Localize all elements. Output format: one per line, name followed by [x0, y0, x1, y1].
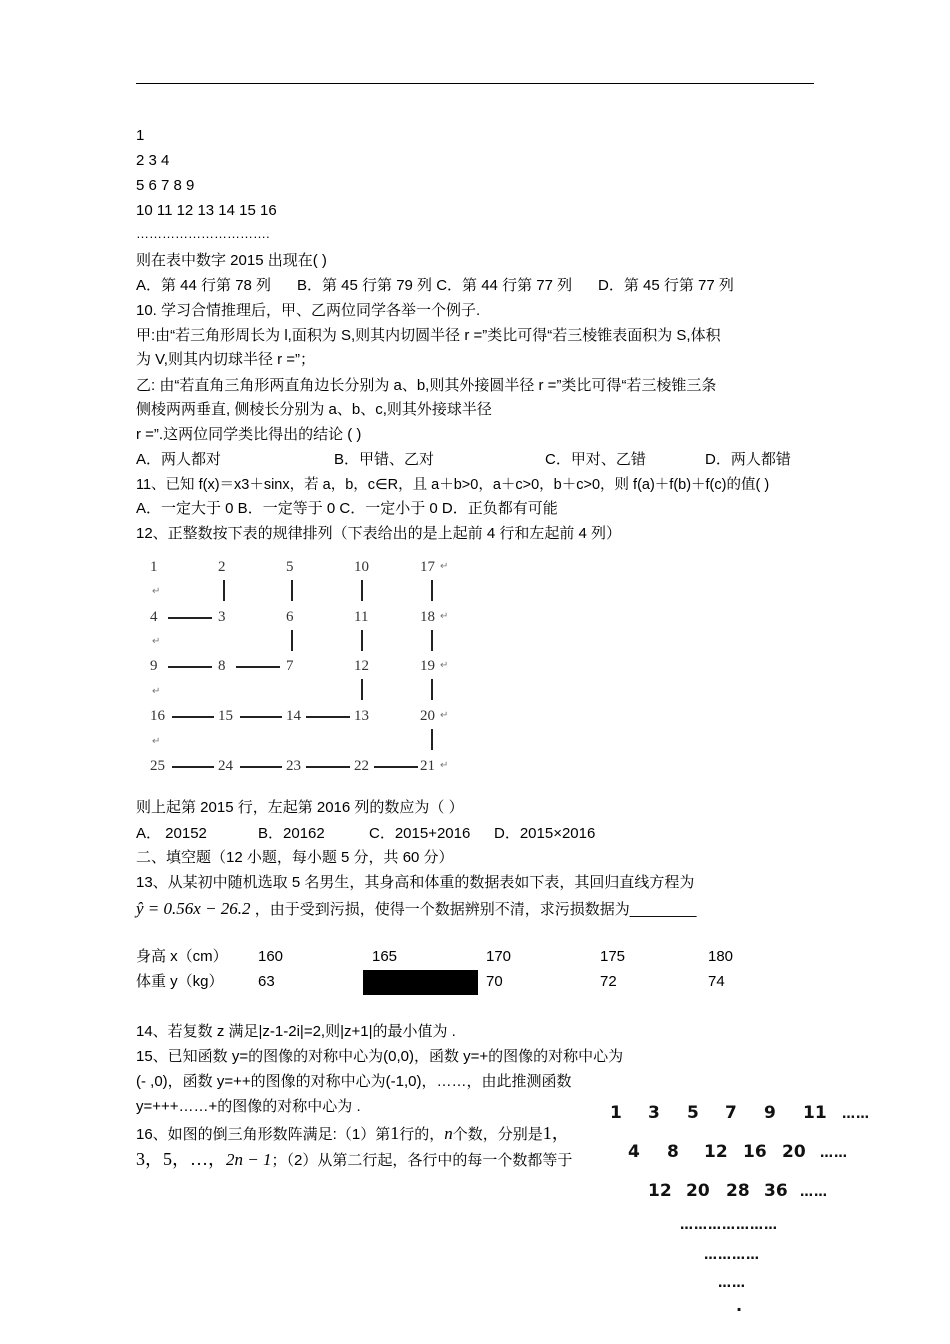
grid-cell: 1: [150, 559, 158, 575]
q16-math: 1，: [542, 1123, 570, 1143]
triangle-number: 8: [667, 1142, 679, 1162]
table-cell: 165: [372, 948, 398, 965]
q16-line-1: [136, 1122, 570, 1146]
q15-line-2: (- ,0)，函数 y=++的图像的对称中心为(-1,0)，……，由此推测函数: [136, 1073, 572, 1090]
return-mark-icon: ↵: [152, 586, 161, 597]
triangle-row-3: 5 6 7 8 9: [136, 177, 195, 194]
q12-stem: 12、正整数按下表的规律排列（下表给出的是上起前 4 行和左起前 4 列）: [136, 525, 622, 542]
table-cell: 175: [600, 948, 626, 965]
triangle-number: 9: [764, 1103, 776, 1123]
triangle-number: 12: [704, 1142, 728, 1162]
table-cell: 160: [258, 948, 284, 965]
triangle-ellipsis: ……: [718, 1276, 746, 1291]
triangle-ellipsis: ……: [842, 1107, 870, 1122]
smudged-cell: [363, 970, 478, 995]
grid-cell: 23: [286, 758, 301, 774]
triangle-number: 3: [648, 1103, 660, 1123]
connector-line: [291, 630, 293, 651]
triangle-row-4: 10 11 12 13 14 15 16: [136, 202, 277, 219]
return-mark-icon: ↵: [440, 710, 449, 721]
grid-cell: 19: [420, 658, 435, 674]
q13-stem: 13、从某初中随机选取 5 名男生，其身高和体重的数据表如下表，其回归直线方程为: [136, 874, 695, 891]
connector-line: [374, 766, 418, 768]
table-cell: 180: [708, 948, 734, 965]
triangle-number: 11: [803, 1103, 827, 1123]
grid-cell: 22: [354, 758, 369, 774]
triangle-number: 5: [687, 1103, 699, 1123]
triangle-ellipsis: ……: [820, 1146, 848, 1161]
q15-line-1: 15、已知函数 y=的图像的对称中心为(0,0)，函数 y=+的图像的对称中心为: [136, 1048, 624, 1065]
q10-yi-line-2: 侧棱两两垂直, 侧棱长分别为 a、b、c,则其外接球半径: [136, 401, 492, 418]
triangle-number: 4: [628, 1142, 640, 1162]
q10-option-a: A．两人都对: [136, 451, 222, 468]
grid-cell: 6: [286, 609, 294, 625]
connector-line: [172, 716, 214, 718]
header-rule: [136, 83, 814, 84]
grid-cell: 13: [354, 708, 369, 724]
triangle-number: 16: [743, 1142, 767, 1162]
return-mark-icon: ↵: [440, 760, 449, 771]
grid-cell: 4: [150, 609, 158, 625]
q16-text: 16、如图的倒三角形数阵满足:（1）第: [136, 1126, 391, 1143]
q10-option-d: D．两人都错: [705, 451, 791, 468]
connector-line: [431, 679, 433, 700]
grid-cell: 12: [354, 658, 369, 674]
table-cell: 74: [708, 973, 725, 990]
q10-option-b: B．甲错、乙对: [334, 451, 435, 468]
connector-line: [168, 666, 212, 668]
grid-cell: 21: [420, 758, 435, 774]
q9-option-b-c: B．第 45 行第 79 列 C．第 44 行第 77 列: [297, 277, 573, 294]
grid-cell: 16: [150, 708, 165, 724]
connector-line: [306, 716, 350, 718]
grid-cell: 11: [354, 609, 369, 625]
q16-math: 1: [390, 1123, 400, 1143]
q12-question: 则上起第 2015 行，左起第 2016 列的数应为（ ）: [136, 799, 464, 816]
q16-math: 2n − 1: [226, 1150, 272, 1169]
triangle-number: 28: [726, 1181, 750, 1201]
q10-jia-line-2: 为 V,则其内切球半径 r =”；: [136, 351, 316, 368]
grid-cell: 18: [420, 609, 435, 625]
triangle-number: 7: [725, 1103, 737, 1123]
grid-cell: 17: [420, 559, 435, 575]
q16-text: 行的，: [399, 1126, 445, 1143]
q12-option-d: D．2015×2016: [494, 825, 596, 842]
grid-cell: 24: [218, 758, 233, 774]
triangle-row-ellipsis: ………………………….: [136, 226, 270, 241]
q11-options: A．一定大于 0 B．一定等于 0 C．一定小于 0 D．正负都有可能: [136, 500, 558, 517]
table-cell: 170: [486, 948, 512, 965]
q10-stem: 10. 学习合情推理后，甲、乙两位同学各举一个例子.: [136, 302, 481, 319]
q11-stem: 11、已知 f(x)＝x3＋sinx，若 a，b，c∈R，且 a＋b>0，a＋c>0，b＋c>0，则 f(a)＋f(b)＋f(c)的值( ): [136, 477, 770, 493]
connector-line: [240, 766, 282, 768]
triangle-row-1: 1: [136, 127, 145, 144]
q9-option-d: D．第 45 行第 77 列: [598, 277, 734, 294]
regression-formula: ŷ = 0.56x − 26.2: [136, 899, 251, 918]
q13-formula-line: [136, 898, 696, 921]
grid-cell: 25: [150, 758, 165, 774]
grid-cell: 3: [218, 609, 226, 625]
grid-cell: 14: [286, 708, 301, 724]
grid-cell: 5: [286, 559, 294, 575]
triangle-ellipsis: …………: [704, 1248, 760, 1263]
triangle-ellipsis: ·: [736, 1300, 744, 1319]
return-mark-icon: ↵: [152, 736, 161, 747]
triangle-number: 12: [648, 1181, 672, 1201]
section-heading: 二、填空题（12 小题，每小题 5 分，共 60 分）: [136, 849, 454, 866]
triangle-number: 36: [764, 1181, 788, 1201]
return-mark-icon: ↵: [152, 636, 161, 647]
connector-line: [223, 580, 225, 601]
q16-math: 3，5，…，: [136, 1149, 226, 1169]
q10-option-c: C．甲对、乙错: [545, 451, 646, 468]
q12-option-a: A． 20152: [136, 825, 207, 842]
q9-option-a: A．第 44 行第 78 列: [136, 277, 272, 294]
q10-yi-line-1: 乙: 由“若直角三角形两直角边长分别为 a、b,则其外接圆半径 r =”类比可得“若三棱锥三条: [136, 377, 717, 394]
return-mark-icon: ↵: [440, 611, 449, 622]
connector-line: [172, 766, 214, 768]
triangle-row-2: 2 3 4: [136, 152, 170, 169]
connector-line: [431, 580, 433, 601]
q16-text: 个数，分别是: [452, 1126, 543, 1143]
q16-text: ；（2）从第二行起，各行中的每一个数都等于: [271, 1152, 573, 1169]
q10-jia-line-1: 甲:由“若三角形周长为 l,面积为 S,则其内切圆半径 r =”类比可得“若三棱锥表面积为 S,体积: [136, 327, 721, 344]
connector-line: [236, 666, 280, 668]
table-cell: 63: [258, 973, 275, 990]
q13-after-text: ，由于受到污损，使得一个数据辨别不清，求污损数据为________: [254, 901, 697, 918]
triangle-number: 20: [782, 1142, 806, 1162]
q16-line-2: [136, 1147, 572, 1173]
grid-cell: 7: [286, 658, 294, 674]
connector-line: [361, 580, 363, 601]
q16-math: n: [444, 1124, 453, 1143]
q10-yi-line-3: r =”.这两位同学类比得出的结论 ( ): [136, 426, 362, 443]
grid-cell: 8: [218, 658, 226, 674]
connector-line: [291, 580, 293, 601]
grid-cell: 20: [420, 708, 435, 724]
connector-line: [306, 766, 350, 768]
table-row-label-weight: 体重 y（kg）: [136, 973, 224, 990]
connector-line: [240, 716, 282, 718]
table-row-label-height: 身高 x（cm）: [136, 948, 228, 965]
connector-line: [361, 679, 363, 700]
grid-cell: 10: [354, 559, 369, 575]
connector-line: [431, 630, 433, 651]
q15-line-3: y=+++……+的图像的对称中心为 .: [136, 1098, 361, 1115]
q12-option-c: C．2015+2016: [369, 825, 471, 842]
grid-cell: 15: [218, 708, 233, 724]
connector-line: [168, 617, 212, 619]
return-mark-icon: ↵: [152, 686, 161, 697]
q9-stem: 则在表中数字 2015 出现在( ): [136, 252, 327, 269]
triangle-number: 20: [686, 1181, 710, 1201]
q14-stem: 14、若复数 z 满足|z-1-2i|=2,则|z+1|的最小值为 .: [136, 1023, 456, 1040]
triangle-ellipsis: …………………: [680, 1218, 778, 1233]
connector-line: [361, 630, 363, 651]
triangle-ellipsis: ……: [800, 1185, 828, 1200]
triangle-number: 1: [610, 1103, 622, 1123]
table-cell: 72: [600, 973, 617, 990]
connector-line: [431, 729, 433, 750]
grid-cell: 2: [218, 559, 226, 575]
grid-cell: 9: [150, 658, 158, 674]
q12-option-b: B．20162: [258, 825, 325, 842]
return-mark-icon: ↵: [440, 660, 449, 671]
table-cell: 70: [486, 973, 503, 990]
return-mark-icon: ↵: [440, 561, 449, 572]
